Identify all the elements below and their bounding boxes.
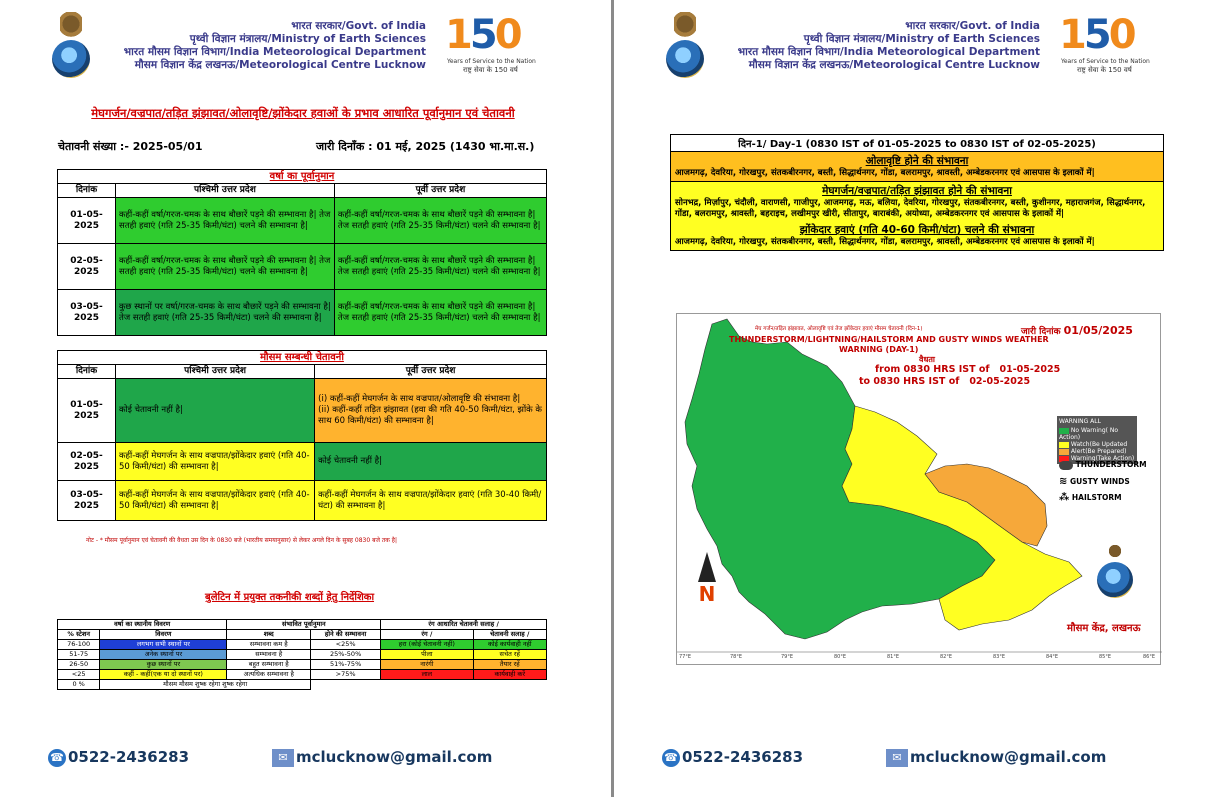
phone-contact[interactable] — [48, 748, 189, 767]
thunderstorm-icon — [1059, 461, 1073, 470]
gloss-cell: 76-100 — [58, 640, 100, 650]
lon-tick: 83°E — [993, 654, 1006, 660]
email-contact[interactable] — [272, 748, 492, 767]
email-address: mclucknow@gmail.com — [910, 748, 1107, 766]
warn-table-caption: मौसम सम्बन्धी चेतावनी — [58, 351, 547, 365]
lon-tick: 80°E — [834, 654, 847, 660]
table-row-date: 01-05-2025 — [58, 198, 116, 244]
table-row-date: 03-05-2025 — [58, 481, 116, 521]
gloss-header-3: रंग आधारित चेतावनी सलाह / — [381, 620, 547, 630]
symbol-gusty — [1059, 476, 1130, 487]
warn-east-item-2: (ii) कहीं-कहीं तड़ित झंझावत (हवा की गति 40-50 किमी/घंटा, झोंके के साथ 60 किमी/घंटा) की सम्भावना है| — [318, 405, 542, 426]
hail-districts: आजमगढ़, देवरिया, गोरखपुर, संतकबीरनगर, बस्ती, सिद्धार्थनगर, गोंडा, बलरामपुर, श्रावस्ती, अम्बेडकरनगर एवं आसपास के इलाकों में| — [675, 168, 1095, 178]
lon-tick: 85°E — [1099, 654, 1112, 660]
north-arrow — [692, 552, 722, 606]
rain-table-caption: वर्षा का पूर्वानुमान — [58, 170, 547, 184]
hail-title: ओलावृष्टि होने की संभावना — [865, 155, 969, 167]
warn-east-item-1: (i) कहीं-कहीं मेघगर्जन के साथ वज्रपात/ओलावृष्टि की संभावना है| — [318, 394, 521, 404]
gloss-cell: 51-75 — [58, 650, 100, 660]
glossary-table — [57, 619, 547, 690]
lon-tick: 82°E — [940, 654, 953, 660]
map-title-en: THUNDERSTORM/LIGHTNING/HAILSTORM AND GUSTY WINDS WEATHER — [729, 335, 1049, 344]
email-icon: ✉ — [886, 749, 908, 767]
table-row-date: 03-05-2025 — [58, 290, 116, 336]
gloss-cell: 26-50 — [58, 660, 100, 670]
gloss-cell: कोई कार्यवाही नहीं — [473, 640, 547, 650]
legend-item — [1059, 427, 1135, 441]
lon-tick: 81°E — [887, 654, 900, 660]
gloss-cell: तैयार रहें — [473, 660, 547, 670]
thunder-section — [671, 181, 1163, 250]
header-line4: मौसम विज्ञान केंद्र लखनऊ/Meteorological Centre Lucknow — [134, 59, 426, 71]
header-line2: पृथ्वी विज्ञान मंत्रालय/Ministry of Earth Sciences — [803, 33, 1040, 45]
rain-east-cell: कहीं-कहीं वर्षा/गरज-चमक के साथ बौछारें पड़ने की सम्भावना है| तेज सतही हवाएं (गति 25-35 किमी/घंटा) चलने की सम्भावना है| — [334, 244, 546, 290]
logo-caption-en: Years of Service to the Nation — [1061, 58, 1150, 65]
header-line3: भारत मौसम विज्ञान विभाग/India Meteorological Department — [123, 46, 426, 58]
hail-icon: ⁂ — [1059, 492, 1070, 503]
hail-section — [671, 152, 1163, 181]
longitude-ticks — [677, 654, 1162, 664]
imd-emblem-icon — [50, 12, 92, 82]
warn-east-cell — [315, 379, 547, 443]
symbol-label: HAILSTORM — [1071, 493, 1122, 502]
header-text — [110, 20, 426, 72]
gusty-districts: आजमगढ़, देवरिया, गोरखपुर, संतकबीरनगर, बस्ती, सिद्धार्थनगर, गोंडा, बलरामपुर, श्रावस्ती, अम्बेडकरनगर एवं आसपास के इलाकों में| — [675, 237, 1095, 247]
warn-east-cell: कहीं-कहीं मेघगर्जन के साथ वज्रपात/झोंकेदार हवाएं (गति 30-40 किमी/घंटा) की सम्भावना है| — [315, 481, 547, 521]
gloss-header-1: वर्षा का स्थानीय विवरण — [58, 620, 227, 630]
gloss-subheader: चेतावनी सलाह / — [473, 630, 547, 640]
map-to-text: to 0830 HRS IST of — [859, 376, 960, 387]
legend-title: WARNING ALL — [1059, 418, 1101, 425]
map-to-date: 02-05-2025 — [969, 376, 1031, 387]
logo-caption-en: Years of Service to the Nation — [447, 58, 536, 65]
logo-caption-hi: राष्ट्र सेवा के 150 वर्ष — [463, 66, 518, 74]
header-line2: पृथ्वी विज्ञान मंत्रालय/Ministry of Earth Sciences — [189, 33, 426, 45]
page-left — [0, 0, 612, 797]
rain-forecast-table — [57, 169, 547, 336]
day1-warning-box — [670, 134, 1164, 251]
lon-tick: 78°E — [730, 654, 743, 660]
gloss-cell: हरा (कोई चेतावनी नहीं) — [381, 640, 473, 650]
warn-west-cell: कहीं-कहीं मेघगर्जन के साथ वज्रपात/झोंकेदार हवाएं (गति 40-50 किमी/घंटा) की सम्भावना है| — [116, 481, 315, 521]
issue-date: जारी दिनाँक : 01 मई, 2025 (1430 भा.मा.स.) — [316, 140, 535, 153]
map-title-en-day: WARNING (DAY-1) — [839, 345, 919, 354]
symbol-label: GUSTY WINDS — [1070, 477, 1130, 486]
gusty-title: झोंकेदार हवाएं (गति 40-60 किमी/घंटा) चलने की संभावना — [799, 224, 1035, 236]
weather-warning-table — [57, 350, 547, 521]
symbol-label: THUNDERSTORM — [1075, 460, 1147, 469]
legend-swatch — [1059, 428, 1069, 434]
header-line3: भारत मौसम विज्ञान विभाग/India Meteorological Department — [737, 46, 1040, 58]
symbol-thunderstorm — [1059, 460, 1147, 470]
phone-number: 0522-2436283 — [682, 748, 804, 766]
gloss-subheader: होने की सम्भावना — [311, 630, 381, 640]
map-title-hindi: मेघ गर्जन/तड़ित झंझावत, ओलावृष्टि एवं तेज झोंकेदार हवाएं मौसम चेतावनी (दिन-1) — [755, 326, 923, 332]
lon-tick: 79°E — [781, 654, 794, 660]
imd-150-logo: 150 Years of Service to the Nation राष्ट्र सेवा के 150 वर्ष — [1059, 12, 1150, 74]
gloss-cell: <25% — [311, 640, 381, 650]
warn-west-cell: कोई चेतावनी नहीं है| — [116, 379, 315, 443]
gloss-cell: 51%-75% — [311, 660, 381, 670]
rain-west-cell: कुछ स्थानों पर वर्षा/गरज-चमक के साथ बौछारें पड़ने की सम्भावना है| तेज सतही हवाएं (गति 25-35 किमी/घंटा) चलने की सम्भावना है| — [116, 290, 335, 336]
glossary-title: बुलेटिन में प्रयुक्त तकनीकी शब्दों हेतु निर्देशिका — [205, 592, 375, 603]
gloss-subheader: रंग / — [381, 630, 473, 640]
gusty-wind-icon: ≋ — [1059, 476, 1068, 487]
lon-tick: 86°E — [1143, 654, 1156, 660]
warn-east-cell: कोई चेतावनी नहीं है| — [315, 443, 547, 481]
table-row-date: 01-05-2025 — [58, 379, 116, 443]
gloss-subheader: शब्द — [227, 630, 311, 640]
gloss-cell: 25%-50% — [311, 650, 381, 660]
legend-swatch — [1059, 449, 1069, 455]
col-date: दिनांक — [58, 184, 116, 198]
lon-tick: 84°E — [1046, 654, 1059, 660]
map-legend — [1057, 416, 1137, 464]
phone-icon: ☎ — [48, 749, 66, 767]
lon-tick: 77°E — [679, 654, 692, 660]
col-west: पश्चिमी उत्तर प्रदेश — [116, 184, 335, 198]
symbol-hail — [1059, 492, 1122, 503]
email-contact[interactable] — [886, 748, 1106, 767]
bulletin-title: मेघगर्जन/वज्रपात/तड़ित झंझावत/ओलावृष्टि/झोंकेदार हवाओं के प्रभाव आधारित पूर्वानुमान एवं चेतावनी — [91, 106, 515, 120]
legend-label: Watch(Be Updated — [1070, 441, 1128, 448]
warn-west-cell: कहीं-कहीं मेघगर्जन के साथ वज्रपात/झोंकेदार हवाएं (गति 40-50 किमी/घंटा) की सम्भावना है| — [116, 443, 315, 481]
imd-150-logo: 150 Years of Service to the Nation राष्ट्र सेवा के 150 वर्ष — [445, 12, 536, 74]
warning-number: चेतावनी संख्या :- 2025-05/01 — [58, 140, 203, 153]
thunder-title: मेघगर्जन/वज्रपात/तड़ित झंझावत होने की संभावना — [822, 185, 1012, 197]
email-icon: ✉ — [272, 749, 294, 767]
header-line4: मौसम विज्ञान केंद्र लखनऊ/Meteorological Centre Lucknow — [748, 59, 1040, 71]
gloss-cell: सम्भावना है — [227, 650, 311, 660]
gloss-header-2: संभावित पूर्वानुमान — [227, 620, 381, 630]
gloss-cell: मौसम मौसम शुष्क रहेगा शुष्क रहेगा — [100, 680, 311, 690]
gloss-cell: नारंगी — [381, 660, 473, 670]
north-arrow-icon — [698, 552, 716, 582]
rain-east-cell: कहीं-कहीं वर्षा/गरज-चमक के साथ बौछारें पड़ने की सम्भावना है| तेज सतही हवाएं (गति 25-35 किमी/घंटा) चलने की सम्भावना है| — [334, 198, 546, 244]
phone-icon: ☎ — [662, 749, 680, 767]
gloss-cell: <25 — [58, 670, 100, 680]
warning-map — [676, 313, 1161, 665]
phone-contact[interactable] — [662, 748, 803, 767]
rain-west-cell: कहीं-कहीं वर्षा/गरज-चमक के साथ बौछारें पड़ने की सम्भावना है| तेज सतही हवाएं (गति 25-35 किमी/घंटा) चलने की सम्भावना है| — [116, 244, 335, 290]
imd-emblem-icon — [664, 12, 706, 82]
rain-west-cell: कहीं-कहीं वर्षा/गरज-चमक के साथ बौछारें पड़ने की सम्भावना है| तेज सतही हवाएं (गति 25-35 किमी/घंटा) चलने की सम्भावना है| — [116, 198, 335, 244]
legend-item — [1059, 441, 1135, 448]
gloss-cell: कहीं - कहीं(एक या दो स्थानों पर) — [100, 670, 227, 680]
email-address: mclucknow@gmail.com — [296, 748, 493, 766]
gloss-cell: पीला — [381, 650, 473, 660]
gloss-subheader: विवरण — [100, 630, 227, 640]
gloss-cell: सम्भावना कम है — [227, 640, 311, 650]
col-east: पूर्वी उत्तर प्रदेश — [315, 365, 547, 379]
col-date: दिनांक — [58, 365, 116, 379]
gloss-cell: बहुत सम्भावना है — [227, 660, 311, 670]
validity-note: नोट - * मौसम पूर्वानुमान एवं चेतावनी की वैधता उस दिन के 0830 बजे (भारतीय समयानुसार) से लेकर अगले दिन के सुबह 0830 बजे तक है| — [86, 537, 398, 544]
logo-caption-hi: राष्ट्र सेवा के 150 वर्ष — [1077, 66, 1132, 74]
legend-label: Alert(Be Prepared) — [1070, 448, 1127, 455]
north-label: N — [698, 582, 716, 606]
phone-number: 0522-2436283 — [68, 748, 190, 766]
gloss-cell: लगभग सभी स्थानों पर — [100, 640, 227, 650]
header-text — [724, 20, 1040, 72]
legend-label: Warning(Take Action) — [1070, 455, 1135, 462]
gloss-cell: सचेत रहें — [473, 650, 547, 660]
header-line1: भारत सरकार/Govt. of India — [291, 20, 426, 32]
gloss-cell: कुछ स्थानों पर — [100, 660, 227, 670]
day1-heading: दिन-1/ Day-1 (0830 IST of 01-05-2025 to 0830 IST of 02-05-2025) — [671, 135, 1163, 152]
map-issue-label: जारी दिनांक — [1021, 327, 1061, 337]
gloss-cell: कार्यवाही करें — [473, 670, 547, 680]
legend-label: No Warning( No Action) — [1059, 427, 1119, 441]
legend-swatch — [1059, 442, 1069, 448]
thunder-districts: सोनभद्र, मिर्ज़ापुर, चंदौली, वाराणसी, गाजीपुर, आजमगढ़, मऊ, बलिया, देवरिया, गोरखपुर, संतकबीरनगर, बस्ती, कुशीनगर, महाराजगंज, सिद्धार्थनगर, गोंडा, बलरामपुर, श्रावस्ती, बहराइच, लखीमपुर खीरी, सीतापुर, बाराबंकी, अयोध्या, अम्बेडकरनगर एवं आसपास के इलाकों में| — [675, 198, 1146, 219]
gloss-cell: >75% — [311, 670, 381, 680]
table-row-date: 02-05-2025 — [58, 443, 116, 481]
map-from-text: from 0830 HRS IST of — [875, 364, 990, 375]
map-validity-label: वैधता — [919, 355, 935, 364]
table-row-date: 02-05-2025 — [58, 244, 116, 290]
header-line1: भारत सरकार/Govt. of India — [905, 20, 1040, 32]
gloss-cell: अत्यधिक सम्भावना है — [227, 670, 311, 680]
gloss-cell: लाल — [381, 670, 473, 680]
col-west: पश्चिमी उत्तर प्रदेश — [116, 365, 315, 379]
gloss-subheader: % स्टेशन — [58, 630, 100, 640]
map-validity-from — [875, 364, 1060, 375]
map-validity-to — [859, 376, 1030, 387]
gloss-cell: 0 % — [58, 680, 100, 690]
legend-item — [1059, 448, 1135, 455]
imd-emblem-icon — [1095, 540, 1135, 602]
col-east: पूर्वी उत्तर प्रदेश — [334, 184, 546, 198]
map-issue-value: 01/05/2025 — [1063, 324, 1133, 337]
map-centre-label: मौसम केंद्र, लखनऊ — [1067, 623, 1141, 634]
map-from-date: 01-05-2025 — [999, 364, 1061, 375]
rain-east-cell: कहीं-कहीं वर्षा/गरज-चमक के साथ बौछारें पड़ने की सम्भावना है| तेज सतही हवाएं (गति 25-35 किमी/घंटा) चलने की सम्भावना है| — [334, 290, 546, 336]
gloss-cell: अनेक स्थानों पर — [100, 650, 227, 660]
